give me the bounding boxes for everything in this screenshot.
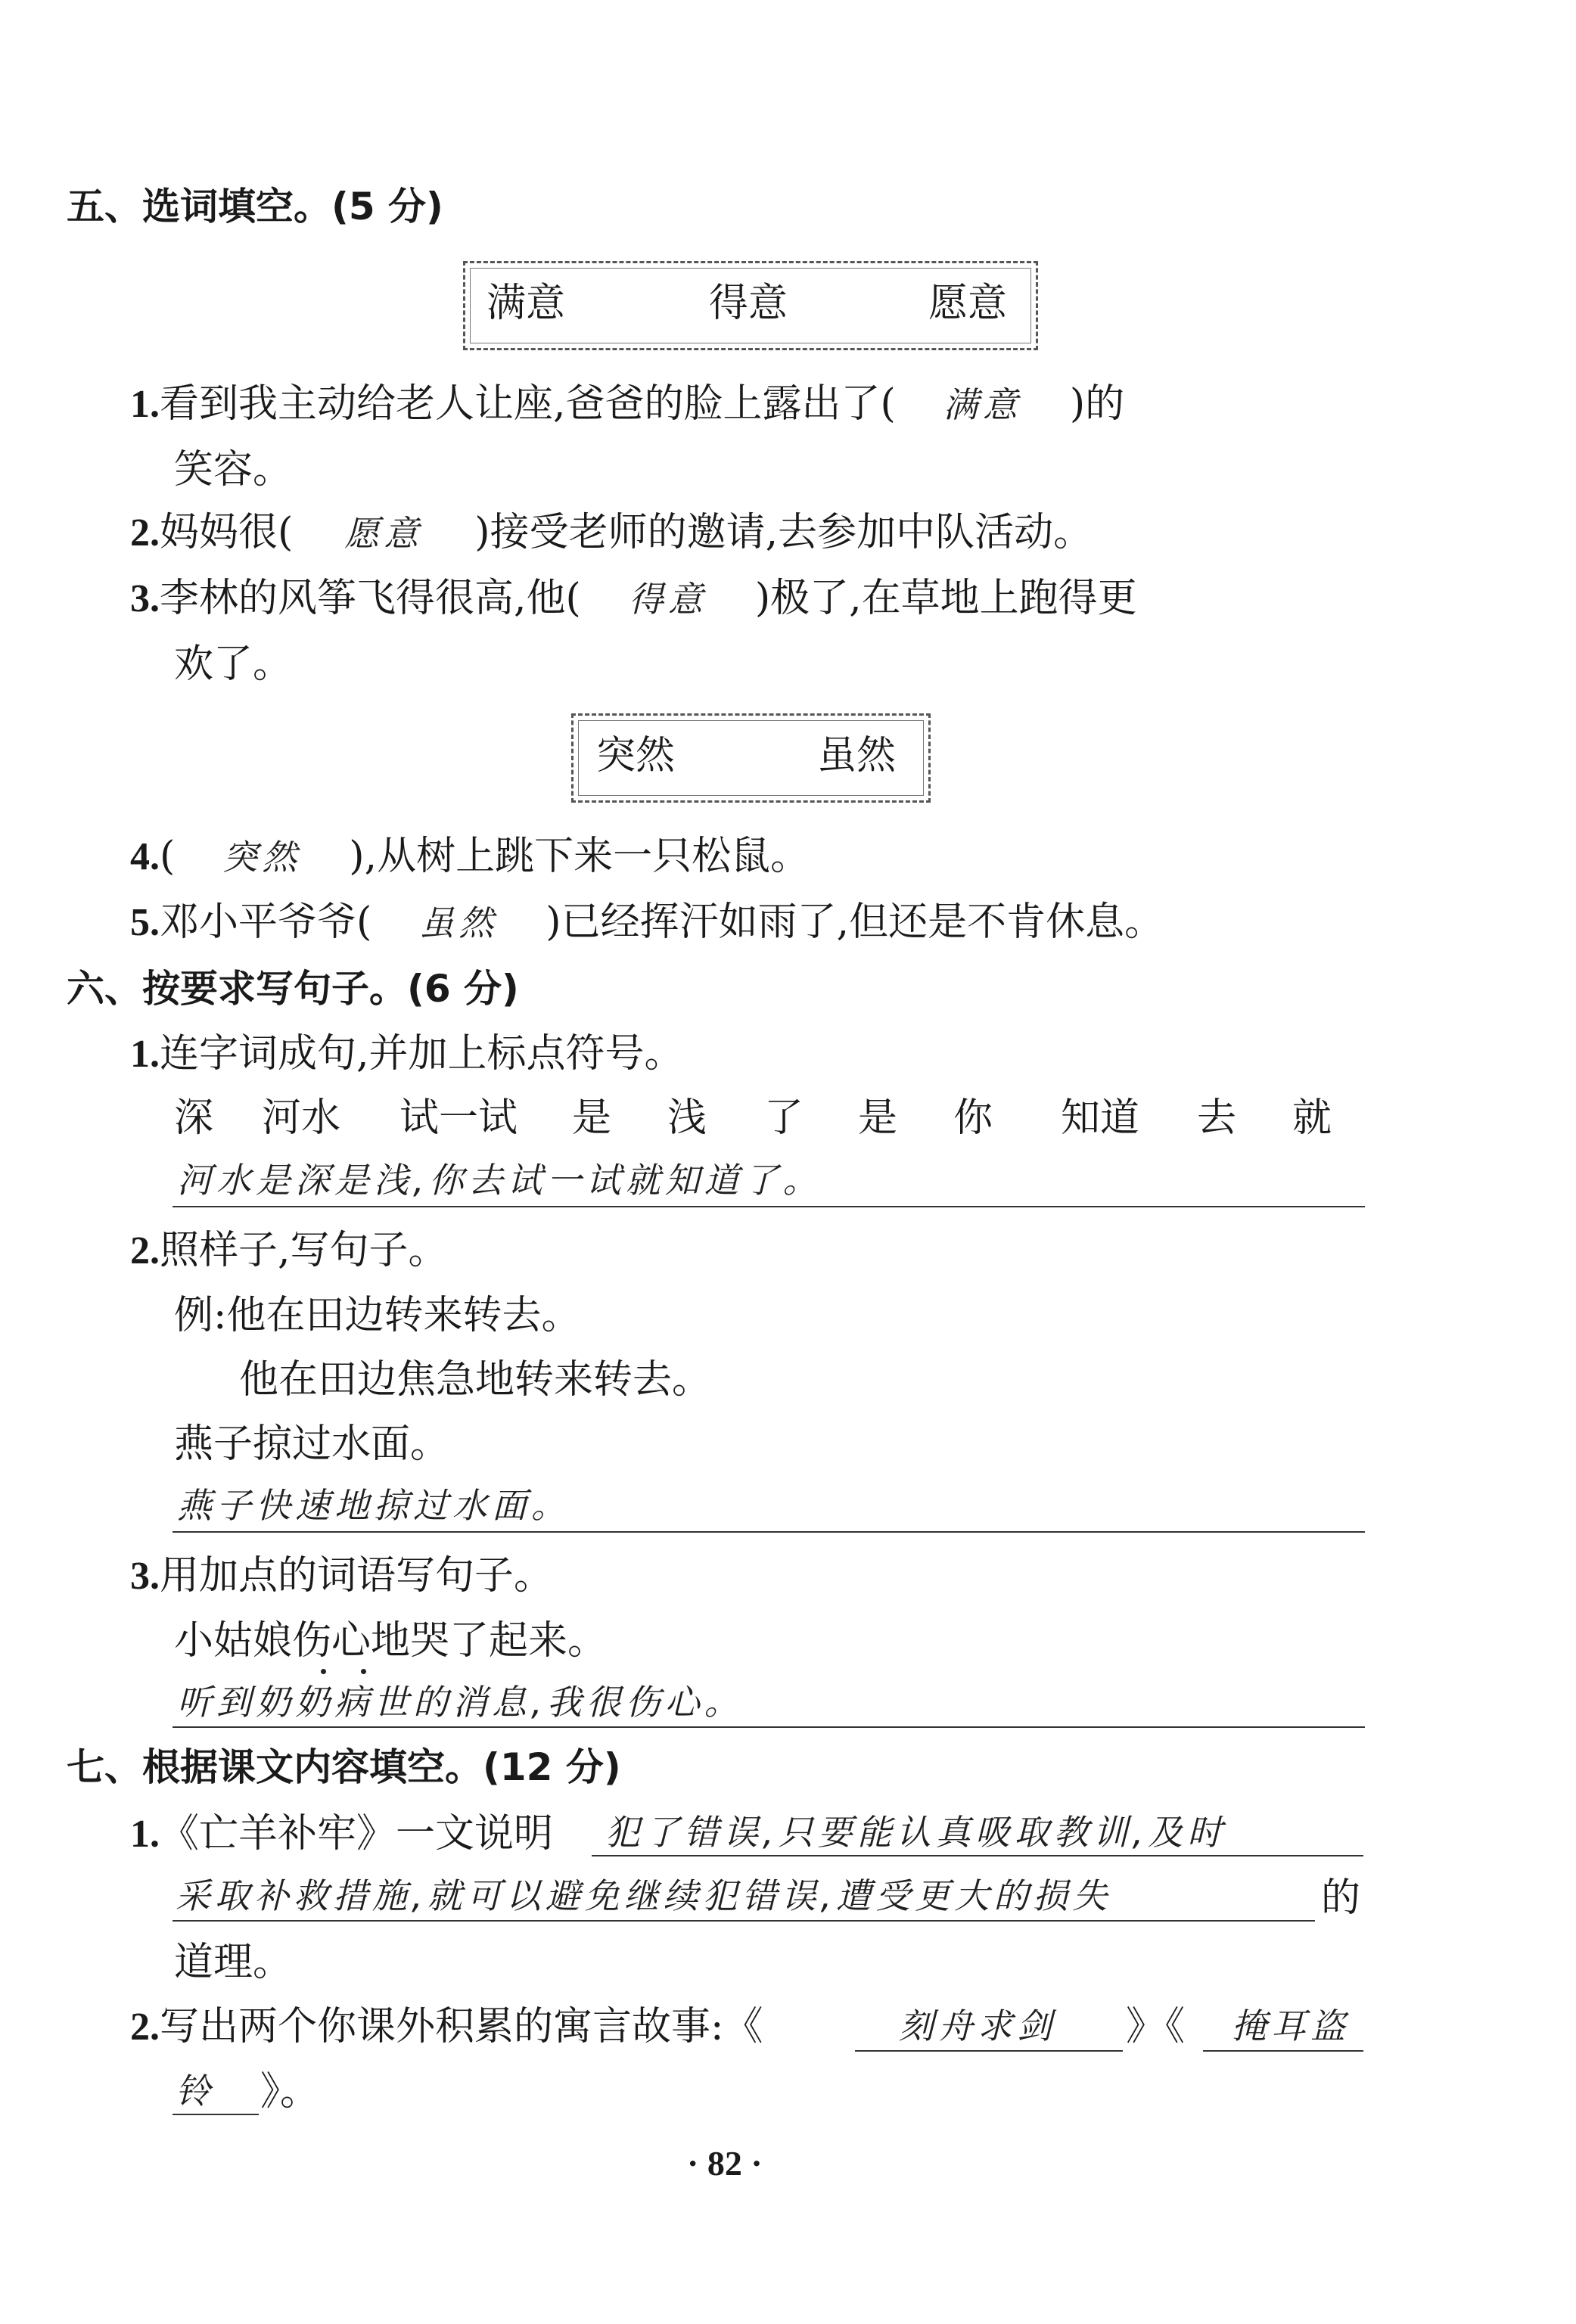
scrambled-words — [174, 1095, 1354, 1142]
s5-question-1-line2: 笑容。 — [174, 447, 293, 492]
answer-line — [173, 1920, 1315, 1922]
word-box-2 — [571, 713, 931, 803]
s7-answer-2b-part1: 掩耳盗 — [1232, 2006, 1350, 2046]
s6-question-2: 2.照样子,写句子。 — [130, 1228, 448, 1273]
s6-answer-3: 听到奶奶病世的消息,我很伤心。 — [177, 1682, 744, 1723]
s7-question-1-post: 的 — [1321, 1875, 1361, 1921]
word-box-1 — [463, 261, 1038, 350]
scrambled-word: 了 — [764, 1095, 804, 1141]
s7-answer-1-line2: 采取补救措施,就可以避免继续犯错误,遭受更大的损失 — [176, 1875, 1112, 1916]
answer-line — [592, 1855, 1363, 1856]
s5-answer-2: 愿意 — [344, 513, 424, 554]
section7-heading: 七、根据课文内容填空。(12 分) — [67, 1745, 621, 1789]
emphasis-dot — [321, 1669, 326, 1674]
scrambled-word: 知道 — [1061, 1095, 1140, 1141]
scrambled-word: 试一试 — [399, 1095, 518, 1141]
s5-question-3: 3.李林的风筝飞得很高,他( 得意 )极了,在草地上跑得更 — [130, 576, 1137, 621]
s5-answer-4: 突然 — [222, 837, 302, 878]
scrambled-word: 浅 — [667, 1095, 707, 1141]
answer-line — [173, 1531, 1365, 1533]
section6-heading: 六、按要求写句子。(6 分) — [67, 967, 519, 1011]
word-option: 满意 — [486, 281, 566, 326]
section5-heading: 五、选词填空。(5 分) — [67, 185, 443, 228]
s7-answer-1-line1: 犯了错误,只要能认真吸取教训,及时 — [605, 1812, 1227, 1853]
s6-answer-2: 燕子快速地掠过水面。 — [177, 1485, 570, 1526]
s7-question-2-post: 》。 — [260, 2069, 320, 2114]
answer-line — [1203, 2050, 1363, 2052]
s6-example-2: 他在田边焦急地转来转去。 — [239, 1357, 712, 1403]
s7-question-2-mid: 》《 — [1126, 2004, 1186, 2049]
word-option: 虽然 — [817, 733, 897, 778]
s5-answer-5: 虽然 — [419, 903, 499, 943]
answer-line — [173, 1206, 1365, 1207]
answer-line — [173, 2114, 259, 2115]
answer-line — [855, 2050, 1123, 2052]
s6-answer-1: 河水是深是浅,你去试一试就知道了。 — [177, 1160, 822, 1201]
s5-question-4: 4.( 突然 ),从树上跳下来一只松鼠。 — [130, 834, 810, 879]
word-option: 愿意 — [928, 281, 1008, 326]
s5-question-3-line2: 欢了。 — [174, 642, 293, 687]
s5-answer-1: 满意 — [943, 384, 1022, 425]
s6-given-2: 燕子掠过水面。 — [174, 1421, 450, 1467]
scrambled-word: 深 — [174, 1095, 214, 1141]
scrambled-word: 是 — [572, 1095, 612, 1141]
word-option: 突然 — [596, 733, 676, 778]
s6-question-1: 1.连字词成句,并加上标点符号。 — [130, 1031, 684, 1077]
s7-answer-2b-part2: 铃 — [176, 2071, 215, 2111]
scrambled-word: 就 — [1292, 1095, 1332, 1141]
s5-question-5: 5.邓小平爷爷( 虽然 )已经挥汗如雨了,但还是不肯休息。 — [130, 899, 1164, 945]
answer-line — [173, 1726, 1365, 1728]
scrambled-word: 你 — [953, 1095, 993, 1141]
s5-question-1: 1.看到我主动给老人让座,爸爸的脸上露出了( 满意 )的 — [130, 381, 1125, 427]
emphasis-dot — [361, 1669, 366, 1674]
s5-question-2: 2.妈妈很( 愿意 )接受老师的邀请,去参加中队活动。 — [130, 510, 1093, 555]
s6-given-3: 小姑娘伤心地哭了起来。 — [174, 1618, 608, 1664]
scrambled-word: 去 — [1197, 1095, 1237, 1141]
word-option: 得意 — [709, 281, 788, 326]
scrambled-word: 是 — [858, 1095, 898, 1141]
s7-question-1-line3: 道理。 — [174, 1940, 293, 1985]
s7-answer-2a: 刻舟求剑 — [899, 2006, 1056, 2046]
s5-answer-3: 得意 — [628, 579, 707, 620]
s6-example-1: 例:他在田边转来转去。 — [174, 1293, 581, 1338]
s6-question-3: 3.用加点的词语写句子。 — [130, 1553, 554, 1599]
s7-question-1: 1.《亡羊补牢》一文说明 — [130, 1811, 554, 1856]
s7-question-2: 2.写出两个你课外积累的寓言故事:《 — [130, 2004, 763, 2049]
scrambled-word: 河水 — [262, 1095, 341, 1141]
page-number: · 82 · — [687, 2144, 763, 2183]
